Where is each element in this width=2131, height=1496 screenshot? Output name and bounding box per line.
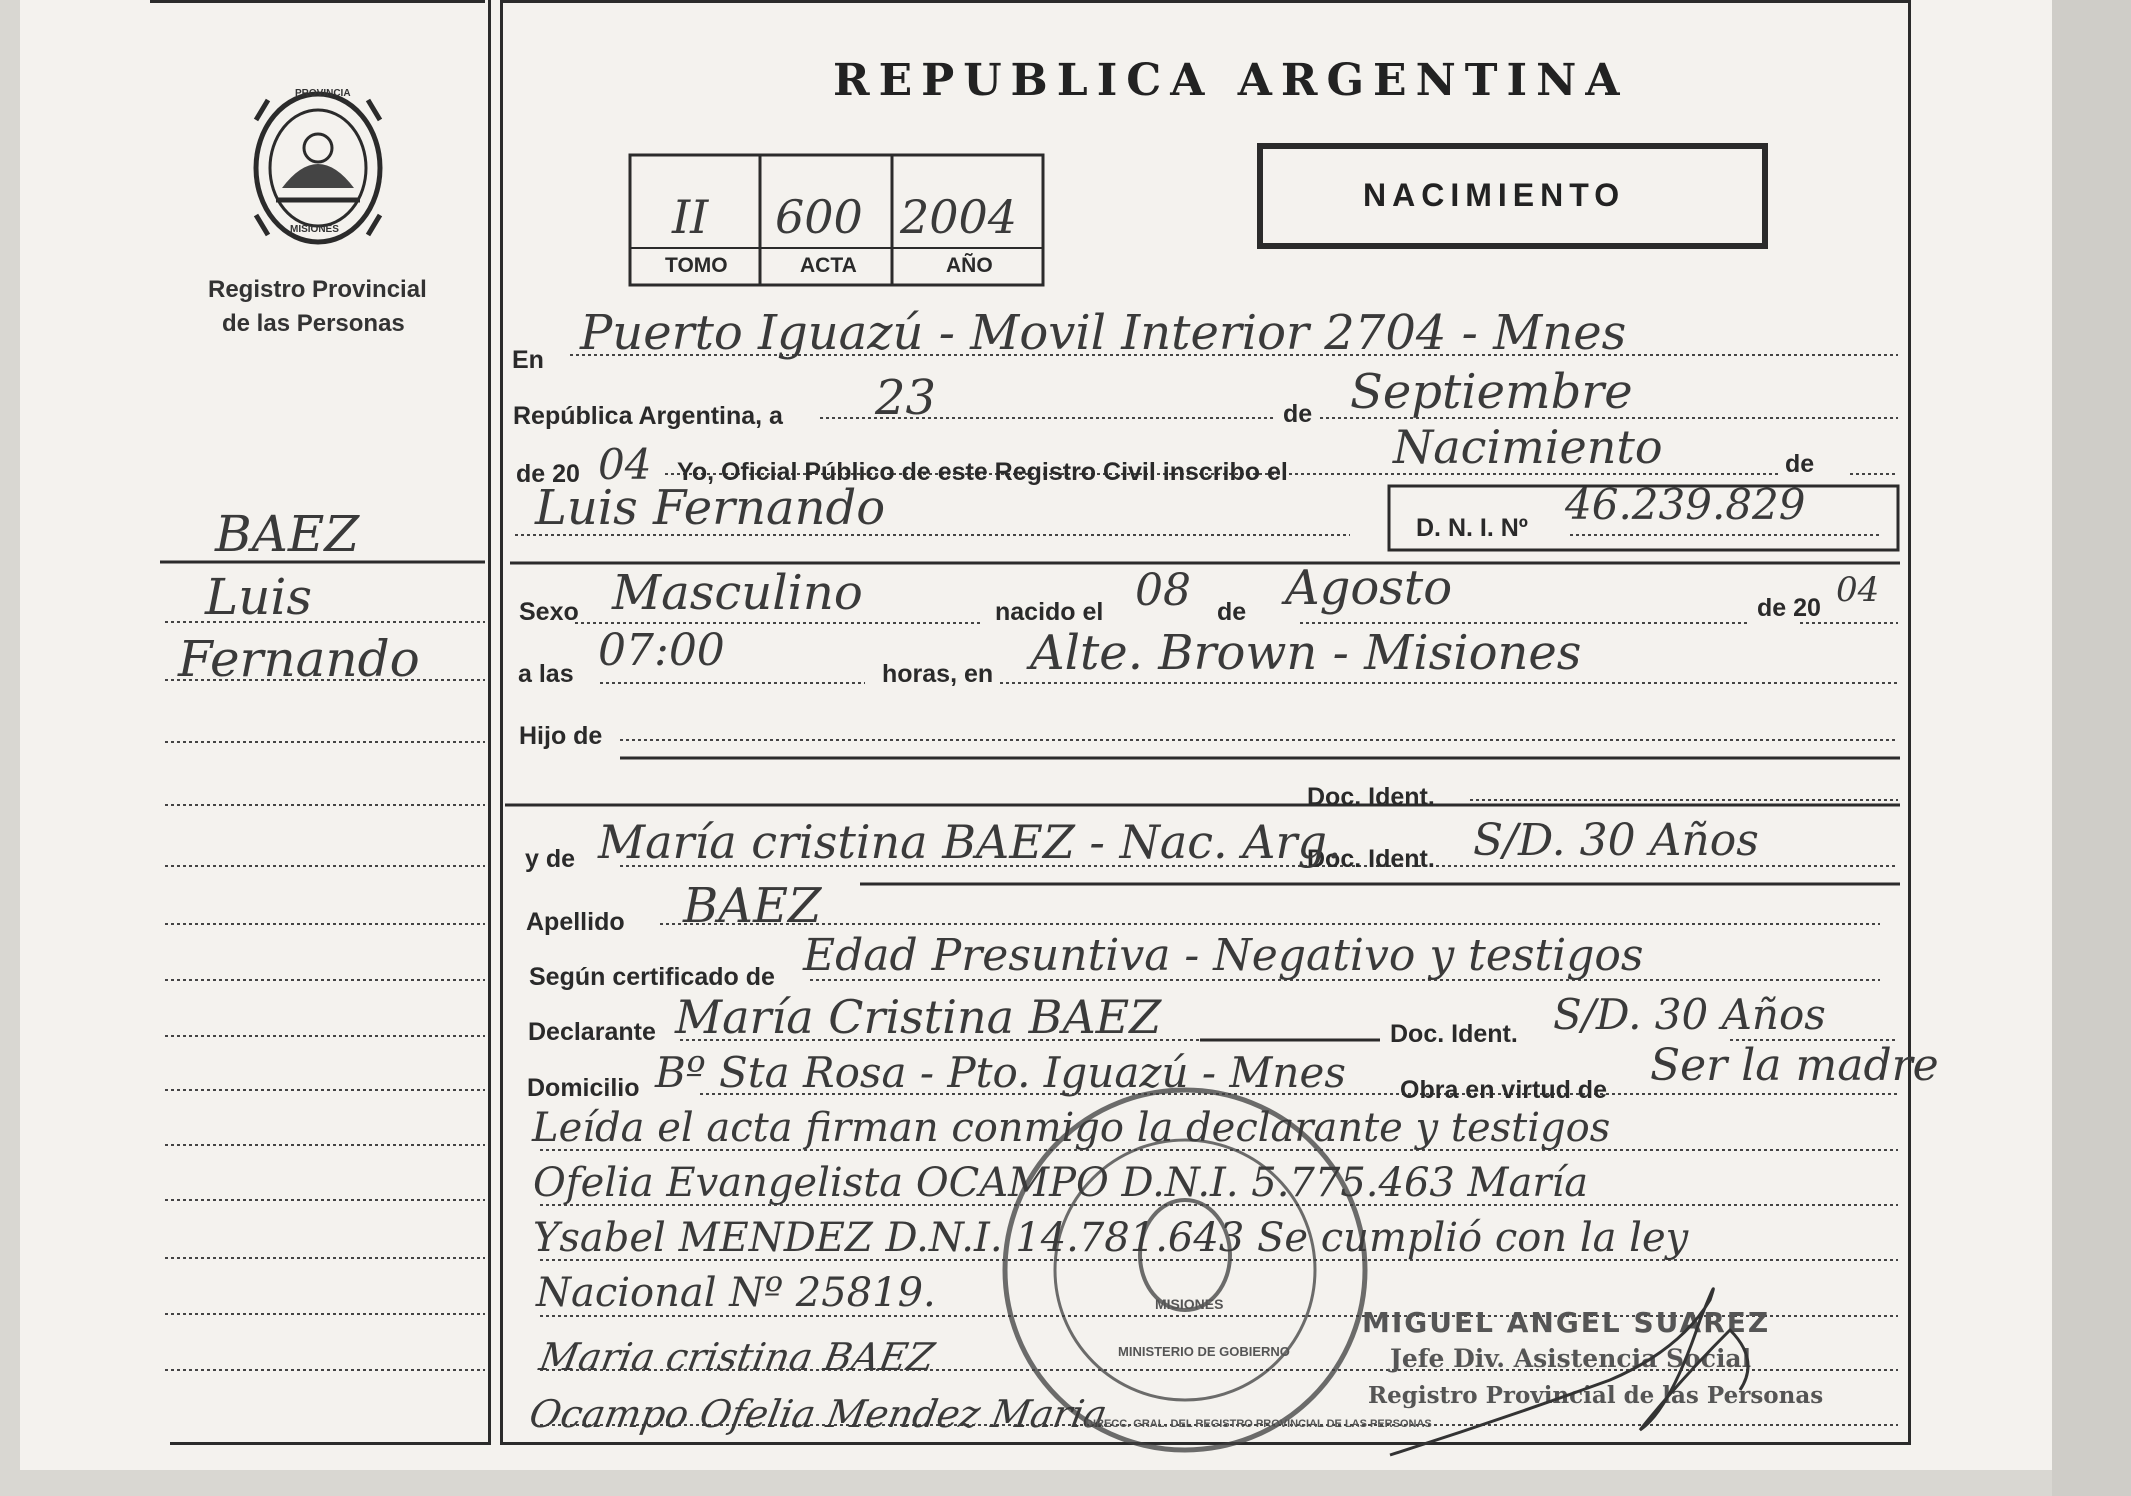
field-declarante-doc: S/D. 30 Años: [1553, 990, 1826, 1039]
field-mes: Septiembre: [1350, 364, 1633, 420]
label-doc-ident-3: Doc. Ident.: [1390, 1020, 1518, 1048]
stamp-name: MIGUEL ANGEL SUAREZ: [1362, 1306, 1771, 1339]
round-stamp-center-text: MISIONES: [1155, 1296, 1224, 1312]
field-declarante: María Cristina BAEZ: [675, 990, 1162, 1044]
label-en: En: [512, 346, 544, 374]
field-nombre: Luis Fernando: [535, 480, 886, 536]
label-hijo: Hijo de: [519, 722, 603, 750]
margin-name-2: Fernando: [178, 630, 420, 688]
field-domicilio: Bº Sta Rosa - Pto. Iguazú - Mnes: [655, 1048, 1346, 1097]
note-line-2: Ofelia Evangelista OCAMPO D.N.I. 5.775.463 María: [533, 1160, 1589, 1206]
field-madre-doc: S/D. 30 Años: [1473, 815, 1759, 866]
field-certificado: Edad Presuntiva - Negativo y testigos: [803, 930, 1644, 981]
field-dia: 23: [875, 370, 937, 426]
label-yo: Yo, Oficial Público de este Registro Civil inscribo el: [677, 458, 1288, 486]
label-republica: República Argentina, a: [513, 402, 783, 430]
doc-type-title: NACIMIENTO: [1363, 177, 1626, 213]
field-lugar: Puerto Iguazú - Movil Interior 2704 - Mnes: [580, 305, 1627, 361]
registry-name-1: Registro Provincial: [208, 276, 427, 303]
label-horas: horas, en: [882, 660, 994, 688]
label-nacido: nacido el: [995, 598, 1104, 626]
field-dni: 46.239.829: [1565, 480, 1806, 529]
field-obra: Ser la madre: [1650, 1040, 1939, 1091]
note-line-3: Ysabel MENDEZ D.N.I. 14.781.643 Se cumplió con la ley: [533, 1215, 1689, 1261]
field-lugar-nac: Alte. Brown - Misiones: [1030, 625, 1582, 681]
label-de-birth-year: de 20: [1757, 594, 1821, 622]
label-de-month: de: [1283, 400, 1313, 428]
field-nac-anio: 04: [1836, 570, 1880, 610]
note-line-4: Nacional Nº 25819.: [536, 1270, 936, 1316]
acta-value: 600: [775, 190, 863, 244]
signature-witnesses: Ocampo Ofelia Mendez Maria: [526, 1392, 1111, 1436]
label-doc-ident-1: Doc. Ident.: [1307, 783, 1435, 811]
label-declarante: Declarante: [528, 1018, 656, 1046]
field-sexo: Masculino: [612, 565, 863, 621]
note-line-1: Leída el acta firman conmigo la declarante y testigos: [532, 1105, 1611, 1151]
label-de-name: de: [1785, 450, 1815, 478]
acta-label: ACTA: [800, 254, 857, 277]
field-anio: 04: [598, 440, 652, 489]
field-nac-mes: Agosto: [1285, 560, 1453, 616]
label-de-year: de 20: [516, 460, 580, 488]
label-doc-ident-2: Doc. Ident.: [1307, 845, 1435, 873]
margin-surname: BAEZ: [215, 505, 360, 563]
tomo-label: TOMO: [665, 254, 728, 277]
label-segun: Según certificado de: [529, 963, 775, 991]
label-domicilio: Domicilio: [527, 1074, 640, 1102]
label-sexo: Sexo: [519, 598, 579, 626]
field-madre: María cristina BAEZ - Nac. Arg.: [598, 815, 1342, 869]
seal-bottom-text: MISIONES: [290, 224, 339, 235]
label-apellido: Apellido: [526, 908, 625, 936]
signature-declarante: Maria cristina BAEZ: [536, 1335, 938, 1379]
field-apellido: BAEZ: [683, 878, 822, 934]
stamp-office: Registro Provincial de las Personas: [1368, 1382, 1824, 1409]
round-stamp-inner-text: MINISTERIO DE GOBIERNO: [1118, 1344, 1290, 1359]
stamp-title: Jefe Div. Asistencia Social: [1390, 1344, 1752, 1373]
label-yde: y de: [525, 845, 576, 873]
field-hora: 07:00: [598, 625, 725, 676]
seal-top-text: PROVINCIA: [295, 88, 351, 99]
ano-label: AÑO: [946, 254, 993, 277]
margin-name-1: Luis: [205, 568, 313, 626]
field-nac-dia: 08: [1135, 565, 1191, 616]
round-stamp-ring-text: DIRECC. GRAL. DEL REGISTRO PROVINCIAL DE LAS PERSONAS: [1085, 1418, 1432, 1430]
country-title: REPUBLICA ARGENTINA: [833, 55, 1629, 106]
registry-name-2: de las Personas: [222, 310, 405, 337]
field-acto: Nacimiento: [1393, 420, 1663, 474]
label-alas: a las: [518, 660, 574, 688]
label-obra: Obra en virtud de: [1400, 1076, 1607, 1104]
label-de-birth-month: de: [1217, 598, 1247, 626]
tomo-value: II: [672, 190, 709, 244]
officer-signature: [1380, 1270, 1800, 1470]
ano-value: 2004: [900, 190, 1018, 244]
label-dni: D. N. I. Nº: [1416, 514, 1528, 542]
